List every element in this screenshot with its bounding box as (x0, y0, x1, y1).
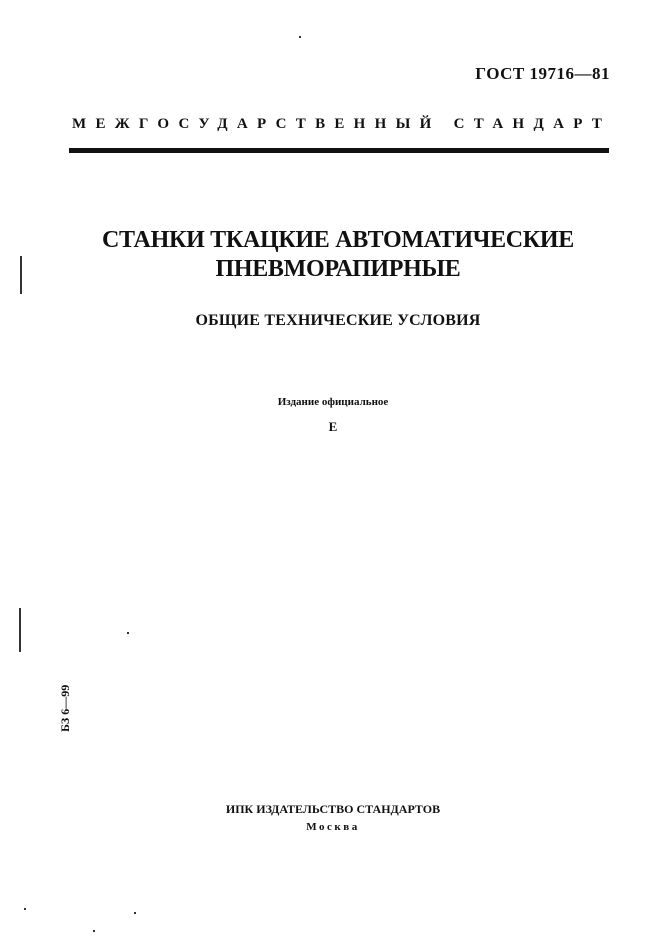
publisher-city: Москва (306, 821, 360, 833)
document-subtitle: ОБЩИЕ ТЕХНИЧЕСКИЕ УСЛОВИЯ (195, 312, 481, 329)
scan-mark-dot-bottom-2 (134, 912, 136, 914)
publisher: ИПК ИЗДАТЕЛЬСТВО СТАНДАРТОВ (225, 802, 441, 816)
scan-mark-dot-bottom-3 (93, 930, 95, 932)
header-rule (69, 148, 609, 153)
scan-mark-dot-middle (127, 632, 129, 634)
title-line-2: ПНЕВМОРАПИРНЫЕ (215, 256, 461, 282)
scan-mark-dot-bottom-1 (24, 908, 26, 910)
gost-number: ГОСТ 19716—81 (475, 64, 610, 83)
standard-type-heading: МЕЖГОСУДАРСТВЕННЫЙ СТАНДАРТ (72, 116, 612, 132)
edition-label: Издание официальное (277, 396, 389, 408)
title-line-1: СТАНКИ ТКАЦКИЕ АВТОМАТИЧЕСКИЕ (102, 227, 574, 253)
document-title (60, 226, 616, 284)
scan-mark-left-lower (19, 608, 21, 652)
edition-letter: Е (328, 419, 338, 434)
side-stamp: БЗ 6—99 (58, 684, 72, 732)
scan-mark-top (299, 36, 301, 38)
scan-mark-left-upper (20, 256, 22, 294)
